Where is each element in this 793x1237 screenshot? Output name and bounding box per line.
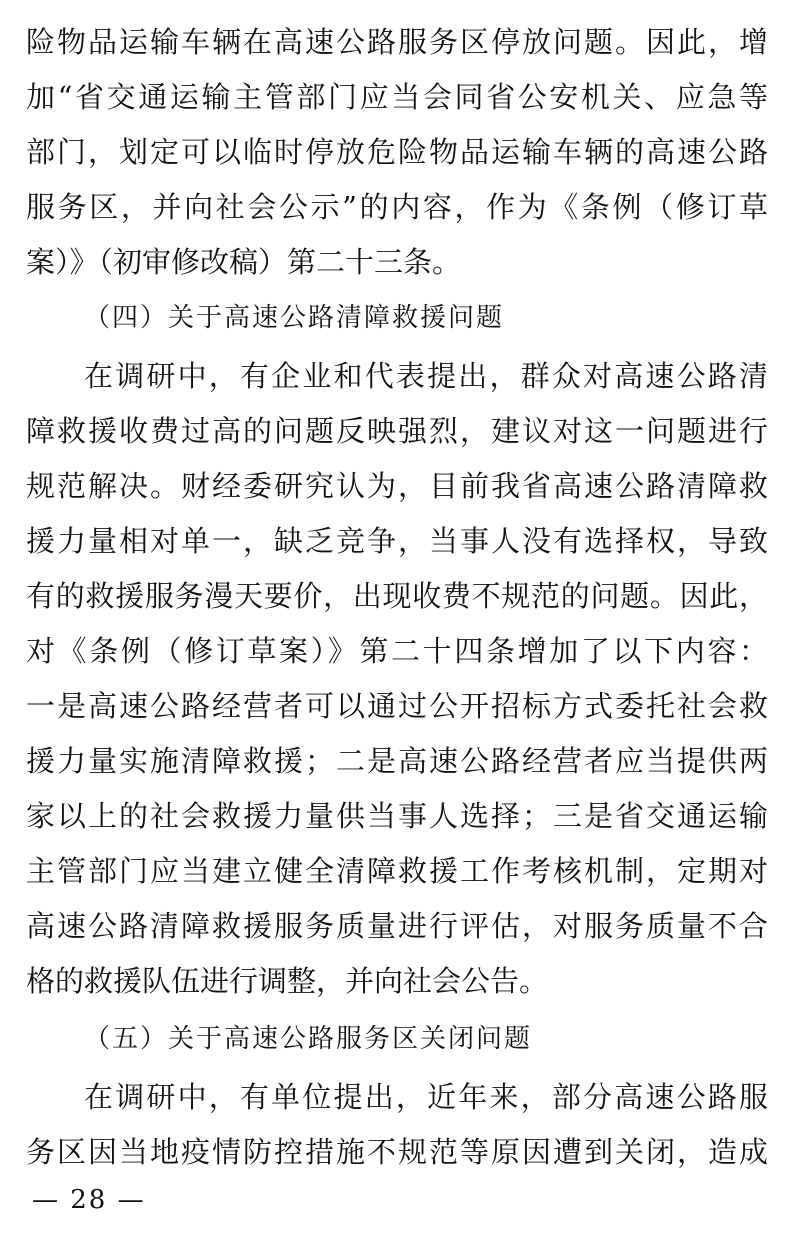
paragraph-1-line-2: 加“省交通运输主管部门应当会同省公安机关、应急等 — [26, 80, 768, 114]
paragraph-2-line-9: 家以上的社会救援力量供当事人选择；三是省交通运输 — [26, 799, 768, 833]
paragraph-2-line-12: 格的救援队伍进行调整，并向社会公告。 — [26, 964, 549, 998]
paragraph-2-line-2: 障救援收费过高的问题反映强烈，建议对这一问题进行 — [26, 414, 768, 448]
section-heading-4: （四）关于高速公路清障救援问题 — [84, 303, 505, 333]
paragraph-2-line-4: 援力量相对单一，缺乏竞争，当事人没有选择权，导致 — [26, 524, 768, 558]
paragraph-2-line-6: 对《条例（修订草案）》第二十四条增加了以下内容： — [26, 634, 768, 668]
paragraph-2-line-11: 高速公路清障救援服务质量进行评估，对服务质量不合 — [26, 909, 768, 943]
paragraph-2-line-10: 主管部门应当建立健全清障救援工作考核机制，定期对 — [26, 854, 768, 888]
paragraph-2-line-7: 一是高速公路经营者可以通过公开招标方式委托社会救 — [26, 689, 768, 723]
paragraph-2-line-5: 有的救援服务漫天要价，出现收费不规范的问题。因此， — [26, 579, 768, 613]
paragraph-1-line-5: 案）》（初审修改稿）第二十三条。 — [26, 245, 462, 279]
page-number: — 28 — — [32, 1185, 146, 1215]
paragraph-2-line-1: 在调研中，有企业和代表提出，群众对高速公路清 — [84, 359, 768, 393]
paragraph-1-line-3: 部门，划定可以临时停放危险物品运输车辆的高速公路 — [26, 135, 768, 169]
paragraph-2-line-3: 规范解决。财经委研究认为，目前我省高速公路清障救 — [26, 469, 768, 503]
paragraph-3-line-2: 务区因当地疫情防控措施不规范等原因遭到关闭，造成 — [26, 1135, 768, 1169]
paragraph-1-line-1: 险物品运输车辆在高速公路服务区停放问题。因此，增 — [26, 25, 768, 59]
section-heading-5: （五）关于高速公路服务区关闭问题 — [84, 1024, 533, 1054]
paragraph-3-line-1: 在调研中，有单位提出，近年来，部分高速公路服 — [84, 1080, 768, 1114]
paragraph-2-line-8: 援力量实施清障救援；二是高速公路经营者应当提供两 — [26, 744, 768, 778]
paragraph-1-line-4: 服务区，并向社会公示”的内容，作为《条例（修订草 — [26, 190, 768, 224]
